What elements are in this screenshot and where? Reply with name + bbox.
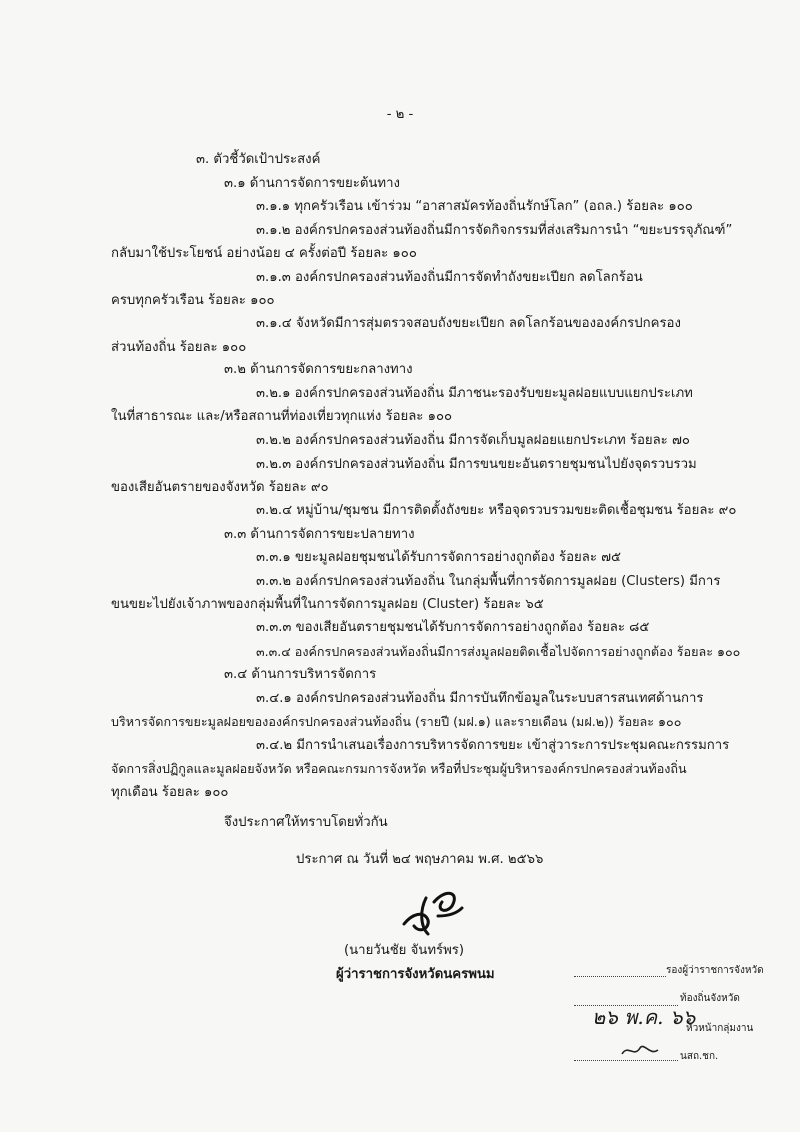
signer-name: (นายวันชัย จันทร์พร) (344, 943, 465, 958)
item-text: ขนขยะไปยังเจ้าภาพของกลุ่มพื้นที่ในการจัดการมูลฝอย (Cluster) ร้อยละ ๖๕ (111, 597, 544, 612)
item-text: ส่วนท้องถิ่น ร้อยละ ๑๐๐ (111, 340, 247, 355)
initials-icon (620, 1040, 660, 1060)
signature-icon (398, 880, 468, 938)
item-text: จัดการสิ่งปฏิกูลและมูลฝอยจังหวัด หรือคณะกรมการจังหวัด หรือที่ประชุมผู้บริหารองค์กรปกครองส่วนท้องถิ่น (111, 761, 687, 776)
item-text: ของเสียอันตรายของจังหวัด ร้อยละ ๙๐ (111, 480, 329, 495)
routing-deputy-governor: รองผู้ว่าราชการจังหวัด (666, 965, 764, 976)
subsection-heading: ๓.๑ ด้านการจัดการขยะต้นทาง (224, 176, 400, 191)
item-text: ทุกเดือน ร้อยละ ๑๐๐ (111, 785, 229, 800)
signer-title: ผู้ว่าราชการจังหวัดนครพนม (336, 967, 495, 982)
routing-officer: นสถ.ชก. (680, 1051, 719, 1062)
subsection-heading: ๓.๒ ด้านการจัดการขยะกลางทาง (224, 362, 413, 377)
item-text: ๓.๒.๑ องค์กรปกครองส่วนท้องถิ่น มีภาชนะรองรับขยะมูลฝอยแบบแยกประเภท (256, 386, 693, 401)
item-text: ๓.๑.๒ องค์กรปกครองส่วนท้องถิ่นมีการจัดกิจกรรมที่ส่งเสริมการนำ “ขยะบรรจุภัณฑ์” (256, 223, 733, 238)
item-text: กลับมาใช้ประโยชน์ อย่างน้อย ๔ ครั้งต่อปี ร้อยละ ๑๐๐ (111, 246, 417, 261)
item-text: ๓.๑.๓ องค์กรปกครองส่วนท้องถิ่นมีการจัดทำถังขยะเปียก ลดโลกร้อน (256, 270, 643, 285)
item-text: ๓.๑.๔ จังหวัดมีการสุ่มตรวจสอบถังขยะเปียก ลดโลกร้อนขององค์กรปกครอง (256, 316, 681, 331)
item-text: ๓.๒.๓ องค์กรปกครองส่วนท้องถิ่น มีการขนขยะอันตรายชุมชนไปยังจุดรวบรวม (256, 457, 697, 472)
page-number: - ๒ - (386, 107, 414, 122)
routing-line (574, 976, 666, 977)
subsection-heading: ๓.๔ ด้านการบริหารจัดการ (224, 667, 377, 682)
item-text: ๓.๒.๔ หมู่บ้าน/ชุมชน มีการติดตั้งถังขยะ หรือจุดรวบรวมขยะติดเชื้อชุมชน ร้อยละ ๙๐ (256, 503, 737, 518)
announcement: จึงประกาศให้ทราบโดยทั่วกัน (224, 815, 388, 830)
routing-line (574, 1060, 678, 1061)
item-text: ๓.๑.๑ ทุกครัวเรือน เข้าร่วม “อาสาสมัครท้องถิ่นรักษ์โลก” (อถล.) ร้อยละ ๑๐๐ (256, 199, 693, 214)
item-text: ๓.๓.๔ องค์กรปกครองส่วนท้องถิ่นมีการส่งมูลฝอยติดเชื้อไปจัดการอย่างถูกต้อง ร้อยละ ๑๐๐ (256, 644, 741, 659)
routing-local-office: ท้องถิ่นจังหวัด (680, 993, 740, 1004)
item-text: ครบทุกครัวเรือน ร้อยละ ๑๐๐ (111, 293, 275, 308)
item-text: ๓.๔.๒ มีการนำเสนอเรื่องการบริหารจัดการขยะ เข้าสู่วาระการประชุมคณะกรรมการ (256, 738, 730, 753)
handwritten-date: ๒๖ พ.ค. ๖๖ (592, 1005, 696, 1029)
section-heading: ๓. ตัวชี้วัดเป้าประสงค์ (196, 152, 321, 167)
item-text: บริหารจัดการขยะมูลฝอยขององค์กรปกครองส่วนท้องถิ่น (รายปี (มฝ.๑) และรายเดือน (มฝ.๒)) ร้อยละ ๑๐๐ (111, 714, 682, 729)
announcement-date: ประกาศ ณ วันที่ ๒๔ พฤษภาคม พ.ศ. ๒๕๖๖ (296, 852, 544, 867)
item-text: ๓.๒.๒ องค์กรปกครองส่วนท้องถิ่น มีการจัดเก็บมูลฝอยแยกประเภท ร้อยละ ๗๐ (256, 433, 690, 448)
item-text: ในที่สาธารณะ และ/หรือสถานที่ท่องเที่ยวทุกแห่ง ร้อยละ ๑๐๐ (111, 409, 453, 424)
item-text: ๓.๓.๑ ขยะมูลฝอยชุมชนได้รับการจัดการอย่างถูกต้อง ร้อยละ ๗๕ (256, 550, 622, 565)
subsection-heading: ๓.๓ ด้านการจัดการขยะปลายทาง (224, 527, 415, 542)
item-text: ๓.๓.๓ ของเสียอันตรายชุมชนได้รับการจัดการอย่างถูกต้อง ร้อยละ ๘๕ (256, 620, 650, 635)
item-text: ๓.๓.๒ องค์กรปกครองส่วนท้องถิ่น ในกลุ่มพื้นที่การจัดการมูลฝอย (Clusters) มีการ (256, 574, 721, 589)
routing-group-head: หัวหน้ากลุ่มงาน (686, 1023, 754, 1034)
item-text: ๓.๔.๑ องค์กรปกครองส่วนท้องถิ่น มีการบันทึกข้อมูลในระบบสารสนเทศด้านการ (256, 691, 704, 706)
